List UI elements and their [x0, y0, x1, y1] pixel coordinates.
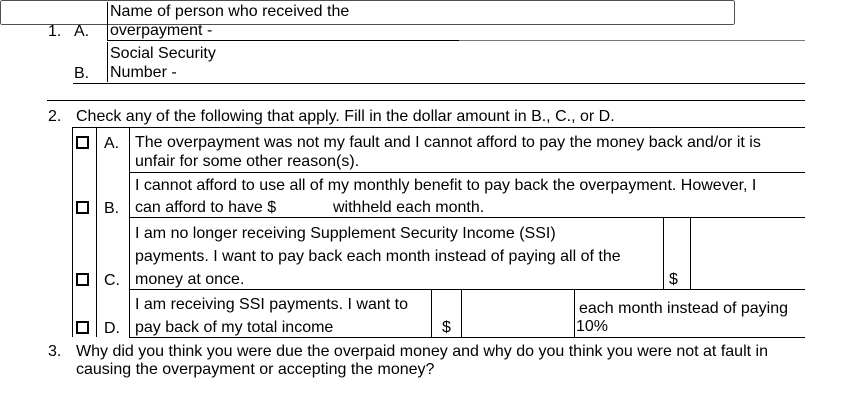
q3-number: 3.	[48, 343, 62, 360]
option-c-text-line2: payments. I want to pay back each month instead of paying all of the	[135, 248, 621, 265]
q1-a-label-line2: overpayment -	[110, 22, 213, 39]
q2-text-line	[129, 127, 130, 337]
option-b-text-line2a: can afford to have $	[135, 199, 277, 216]
q1-b-letter: B.	[74, 65, 90, 82]
option-a-bottom-line	[129, 172, 805, 173]
option-d-text-line1: I am receiving SSI payments. I want to	[135, 296, 409, 313]
option-c-amount-right-line	[690, 217, 691, 289]
overpayment-person-name-field[interactable]	[225, 22, 805, 40]
option-d-right-text-line	[574, 289, 575, 337]
q1-a-divider	[107, 2, 108, 40]
q2-prompt-underline	[72, 127, 805, 128]
option-c-text-line1: I am no longer receiving Supplement Security Income (SSI)	[135, 225, 556, 242]
option-d-dollar-sign: $	[442, 319, 451, 336]
option-a-letter: A.	[104, 135, 120, 152]
option-d-text-line2: pay back of my total income	[135, 319, 334, 336]
q2-prompt: Check any of the following that apply. Fill in the dollar amount in B., C., or D.	[76, 108, 615, 125]
q1-b-label-line2: Number -	[110, 64, 177, 81]
q3-text-line2: causing the overpayment or accepting the money?	[76, 361, 435, 378]
option-d-checkbox[interactable]	[76, 321, 89, 334]
q1-b-label-line1: Social Security	[110, 45, 216, 62]
option-b-checkbox[interactable]	[76, 201, 89, 214]
option-d-letter: D.	[104, 320, 120, 337]
q2-outer-left-line	[72, 127, 73, 337]
option-d-right-text-line2: 10%	[576, 318, 609, 335]
option-a-checkbox[interactable]	[76, 136, 89, 149]
option-d-dollar-right-line	[461, 289, 462, 337]
q2-letter-line	[96, 127, 97, 337]
option-c-bottom-line	[129, 289, 805, 290]
q3-text-line1: Why did you think you were due the overpaid money and why do you think you were not at fault in	[76, 343, 768, 360]
option-a-text-line2: unfair for some other reason(s).	[135, 153, 360, 170]
option-c-amount-field[interactable]	[693, 270, 803, 288]
option-c-dollar-sign: $	[669, 271, 678, 288]
option-b-amount-field[interactable]	[286, 198, 330, 216]
option-c-checkbox[interactable]	[76, 273, 89, 286]
section-divider	[47, 100, 805, 101]
option-b-bottom-line	[129, 217, 805, 218]
option-b-text-line1: I cannot afford to use all of my monthly benefit to pay back the overpayment. However, I	[135, 177, 757, 194]
option-b-text-line2b: withheld each month.	[333, 199, 485, 216]
q1-number: 1.	[48, 23, 62, 40]
q1-b-underline	[73, 83, 805, 84]
option-c-text-line3: money at once.	[135, 271, 245, 288]
q1-a-field-line	[459, 40, 805, 41]
option-d-bottom-line	[129, 337, 805, 338]
social-security-number-field[interactable]	[190, 63, 805, 81]
option-c-amount-left-line	[663, 217, 664, 289]
q2-number: 2.	[48, 108, 62, 125]
option-d-dollar-left-line	[431, 289, 432, 337]
option-d-right-text-line1: each month instead of paying	[579, 300, 789, 317]
option-a-text-line1: The overpayment was not my fault and I cannot afford to pay the money back and/or it is	[135, 134, 761, 151]
q1-a-letter: A.	[74, 23, 90, 40]
option-c-letter: C.	[104, 272, 120, 289]
q1-b-divider	[107, 42, 108, 82]
q1-a-underline	[107, 40, 459, 41]
q1-a-label-line1: Name of person who received the	[110, 3, 350, 20]
option-d-amount-field[interactable]	[464, 318, 572, 336]
option-b-letter: B.	[104, 200, 120, 217]
